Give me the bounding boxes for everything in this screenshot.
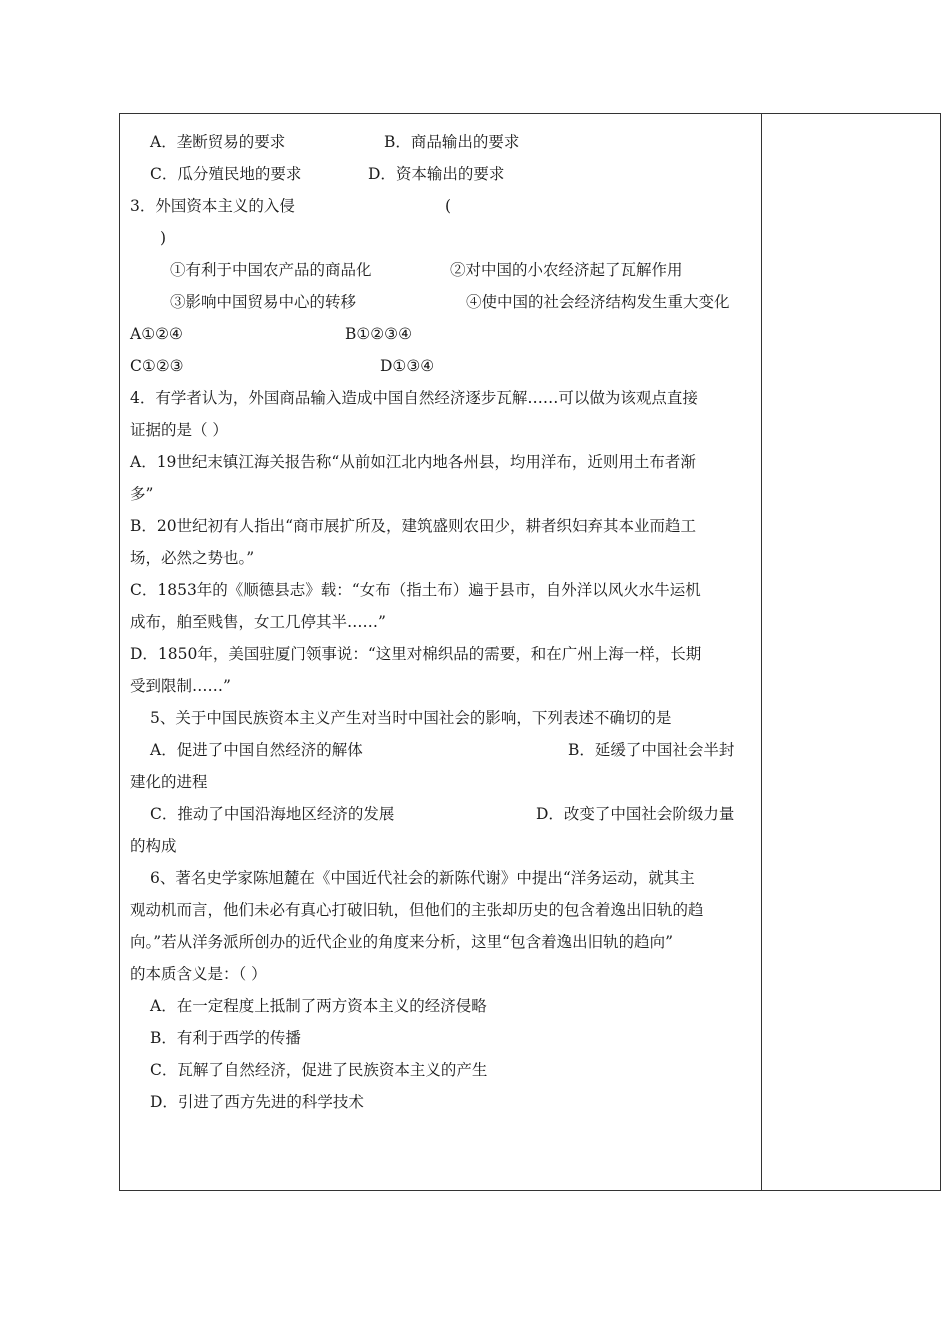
question-table [119,113,941,1191]
text-line: C．1853年的《顺德县志》载：“女布（指土布）遍于县市，自外洋以风火水牛运机 [130,581,701,599]
text-line: 3．外国资本主义的入侵 [130,197,295,215]
text-line: C①②③ [130,357,184,375]
text-line: ①有利于中国农产品的商品化 [170,261,372,279]
text-line: 观动机而言，他们未必有真心打破旧轨，但他们的主张却历史的包含着逸出旧轨的趋 [130,901,704,919]
text-line: C．瓦解了自然经济，促进了民族资本主义的产生 [150,1061,488,1079]
text-line: B①②③④ [345,325,412,343]
text-line: ( [445,197,452,215]
text-line: 6、著名史学家陈旭麓在《中国近代社会的新陈代谢》中提出“洋务运动，就其主 [150,869,695,887]
text-line: 的构成 [130,837,177,855]
text-line: C．瓜分殖民地的要求 [150,165,302,183]
text-line: D．改变了中国社会阶级力量 [536,805,735,823]
text-line: 的本质含义是：（ ） [130,965,267,983]
text-line: B．延缓了中国社会半封 [568,741,735,759]
text-line: A．促进了中国自然经济的解体 [150,741,363,759]
text-line: B．商品输出的要求 [384,133,520,151]
column-divider [761,114,762,1190]
text-line: A．在一定程度上抵制了两方资本主义的经济侵略 [150,997,487,1015]
text-line: D．1850年，美国驻厦门领事说：“这里对棉织品的需要，和在广州上海一样，长期 [130,645,702,663]
text-line: ④使中国的社会经济结构发生重大变化 [466,293,730,311]
text-line: 向。”若从洋务派所创办的近代企业的角度来分析，这里“包含着逸出旧轨的趋向” [130,933,674,951]
text-line: A①②④ [130,325,183,343]
text-line: B．20世纪初有人指出“商市展扩所及，建筑盛则农田少，耕者织妇弃其本业而趋工 [130,517,697,535]
text-line: 建化的进程 [130,773,208,791]
text-line: D．资本输出的要求 [368,165,505,183]
text-line: A．19世纪末镇江海关报告称“从前如江北内地各州县，均用洋布，近则用土布者渐 [130,453,696,471]
text-line: B．有利于西学的传播 [150,1029,301,1047]
text-line: ) [160,229,167,247]
text-line: D．引进了西方先进的科学技术 [150,1093,364,1111]
text-line: ③影响中国贸易中心的转移 [170,293,357,311]
text-line: 多” [130,485,154,503]
text-line: 4．有学者认为，外国商品输入造成中国自然经济逐步瓦解……可以做为该观点直接 [130,389,698,407]
text-line: ②对中国的小农经济起了瓦解作用 [450,261,683,279]
text-line: C．推动了中国沿海地区经济的发展 [150,805,395,823]
text-line: 场，必然之势也。” [130,549,255,567]
text-line: 证据的是（ ） [130,421,228,439]
text-line: 受到限制……” [130,677,231,695]
text-line: A．垄断贸易的要求 [150,133,286,151]
text-line: D①③④ [380,357,435,375]
text-line: 成布，舶至贱售，女工几停其半……” [130,613,386,631]
text-line: 5、关于中国民族资本主义产生对当时中国社会的影响，下列表述不确切的是 [150,709,672,727]
